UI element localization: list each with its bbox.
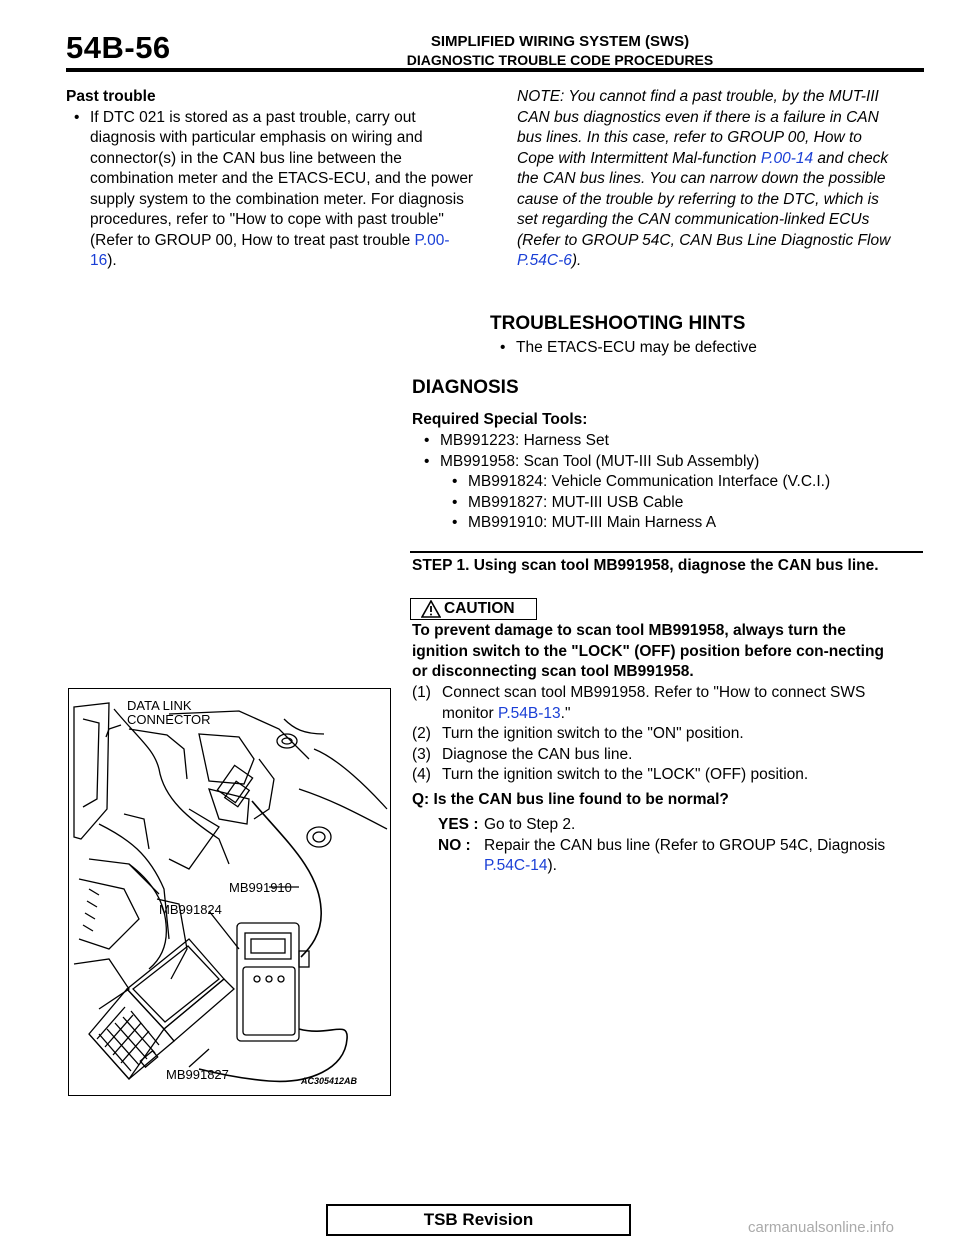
past-trouble-heading: Past trouble bbox=[66, 88, 156, 105]
troubleshooting-list bbox=[492, 338, 912, 359]
substep: (2) Turn the ignition switch to the "ON" position. bbox=[412, 725, 744, 742]
answers bbox=[438, 815, 908, 877]
step1-substeps bbox=[412, 683, 902, 786]
figure-scan-tool-connection bbox=[68, 688, 391, 1096]
note-block: NOTE: You cannot find a past trouble, by the MUT-III CAN bus diagnostics even if there is a failure in CAN bus lines. In this case, refer to GROUP 00, How to Cope with Intermittent Mal-function P.00-14 and check the CAN bus lines. You can narrow down the possible cause of the trouble by referring to the DTC, which is set regarding the CAN communication-linked ECUs (Refer to GROUP 54C, CAN Bus Line Diagnostic Flow P.54C-6). bbox=[517, 88, 891, 269]
past-trouble-block bbox=[66, 87, 476, 272]
tool-item: • MB991958: Scan Tool (MUT-III Sub Assembly) bbox=[416, 452, 896, 473]
label-data-link-connector: DATA LINK CONNECTOR bbox=[127, 698, 211, 727]
link-p54c-14[interactable]: P.54C-14 bbox=[484, 857, 548, 874]
label-mb991824: MB991824 bbox=[159, 902, 222, 917]
caution-text: To prevent damage to scan tool MB991958, always turn the ignition switch to the "LOCK" (OFF) position before con-necting or disconnecting scan tool MB991958. bbox=[412, 622, 884, 680]
tool-item: • MB991223: Harness Set bbox=[416, 431, 896, 452]
tsb-revision-box: TSB Revision bbox=[326, 1204, 631, 1236]
label-mb991827: MB991827 bbox=[166, 1067, 229, 1082]
past-trouble-bullet: • If DTC 021 is stored as a past trouble, carry out diagnosis with particular emphasis on wiring and connector(s) in the CAN bus line between the combination meter and the ETACS-ECU, and the power supply system to the combination meter. For diagnosis procedures, refer to "How to cope with past trouble" (Refer to GROUP 00, How to treat past trouble P.00-16). bbox=[66, 108, 476, 272]
section-title: SIMPLIFIED WIRING SYSTEM (SWS) bbox=[430, 33, 690, 50]
past-trouble-list bbox=[66, 108, 476, 272]
subtools-list bbox=[444, 472, 904, 534]
figure-code: AC305412AB bbox=[301, 1076, 358, 1086]
substep: (3) Diagnose the CAN bus line. bbox=[412, 745, 633, 763]
link-p54b-13[interactable]: P.54B-13 bbox=[498, 704, 561, 722]
troubleshooting-item: • The ETACS-ECU may be defective bbox=[492, 338, 912, 359]
page-number: 54B-56 bbox=[66, 30, 171, 65]
substep: (1) Connect scan tool MB991958. Refer to "How to connect SWS monitor P.54B-13." bbox=[412, 684, 866, 722]
caution-box bbox=[410, 598, 537, 620]
troubleshooting-heading: TROUBLESHOOTING HINTS bbox=[490, 313, 746, 334]
step-rule bbox=[410, 551, 923, 553]
subtool-item: • MB991824: Vehicle Communication Interface (V.C.I.) bbox=[444, 472, 904, 493]
step1-heading: STEP 1. Using scan tool MB991958, diagnose the CAN bus line. bbox=[412, 557, 879, 574]
warning-triangle-icon bbox=[421, 600, 441, 618]
tools-list bbox=[416, 431, 896, 472]
answer-yes: YES : Go to Step 2. bbox=[438, 816, 576, 833]
answer-no: NO : Repair the CAN bus line (Refer to GROUP 54C, Diagnosis P.54C-14). bbox=[438, 836, 886, 874]
link-p00-16[interactable]: P.00-16 bbox=[90, 231, 450, 269]
link-p00-14[interactable]: P.00-14 bbox=[760, 149, 814, 167]
label-mb991910: MB991910 bbox=[229, 880, 292, 895]
watermark: carmanualsonline.info bbox=[748, 1219, 894, 1236]
section-subtitle: DIAGNOSTIC TROUBLE CODE PROCEDURES bbox=[406, 52, 714, 68]
subtool-item: • MB991827: MUT-III USB Cable bbox=[444, 493, 904, 514]
header-rule bbox=[66, 68, 924, 72]
substep: (4) Turn the ignition switch to the "LOCK" (OFF) position. bbox=[412, 766, 809, 783]
caution-label: CAUTION bbox=[444, 600, 515, 617]
link-p54c-6[interactable]: P.54C-6 bbox=[517, 252, 572, 269]
subtool-item: • MB991910: MUT-III Main Harness A bbox=[444, 513, 904, 534]
question: Q: Is the CAN bus line found to be normal? bbox=[412, 791, 729, 808]
diagnosis-heading: DIAGNOSIS bbox=[412, 377, 519, 398]
tools-heading: Required Special Tools: bbox=[412, 411, 588, 428]
